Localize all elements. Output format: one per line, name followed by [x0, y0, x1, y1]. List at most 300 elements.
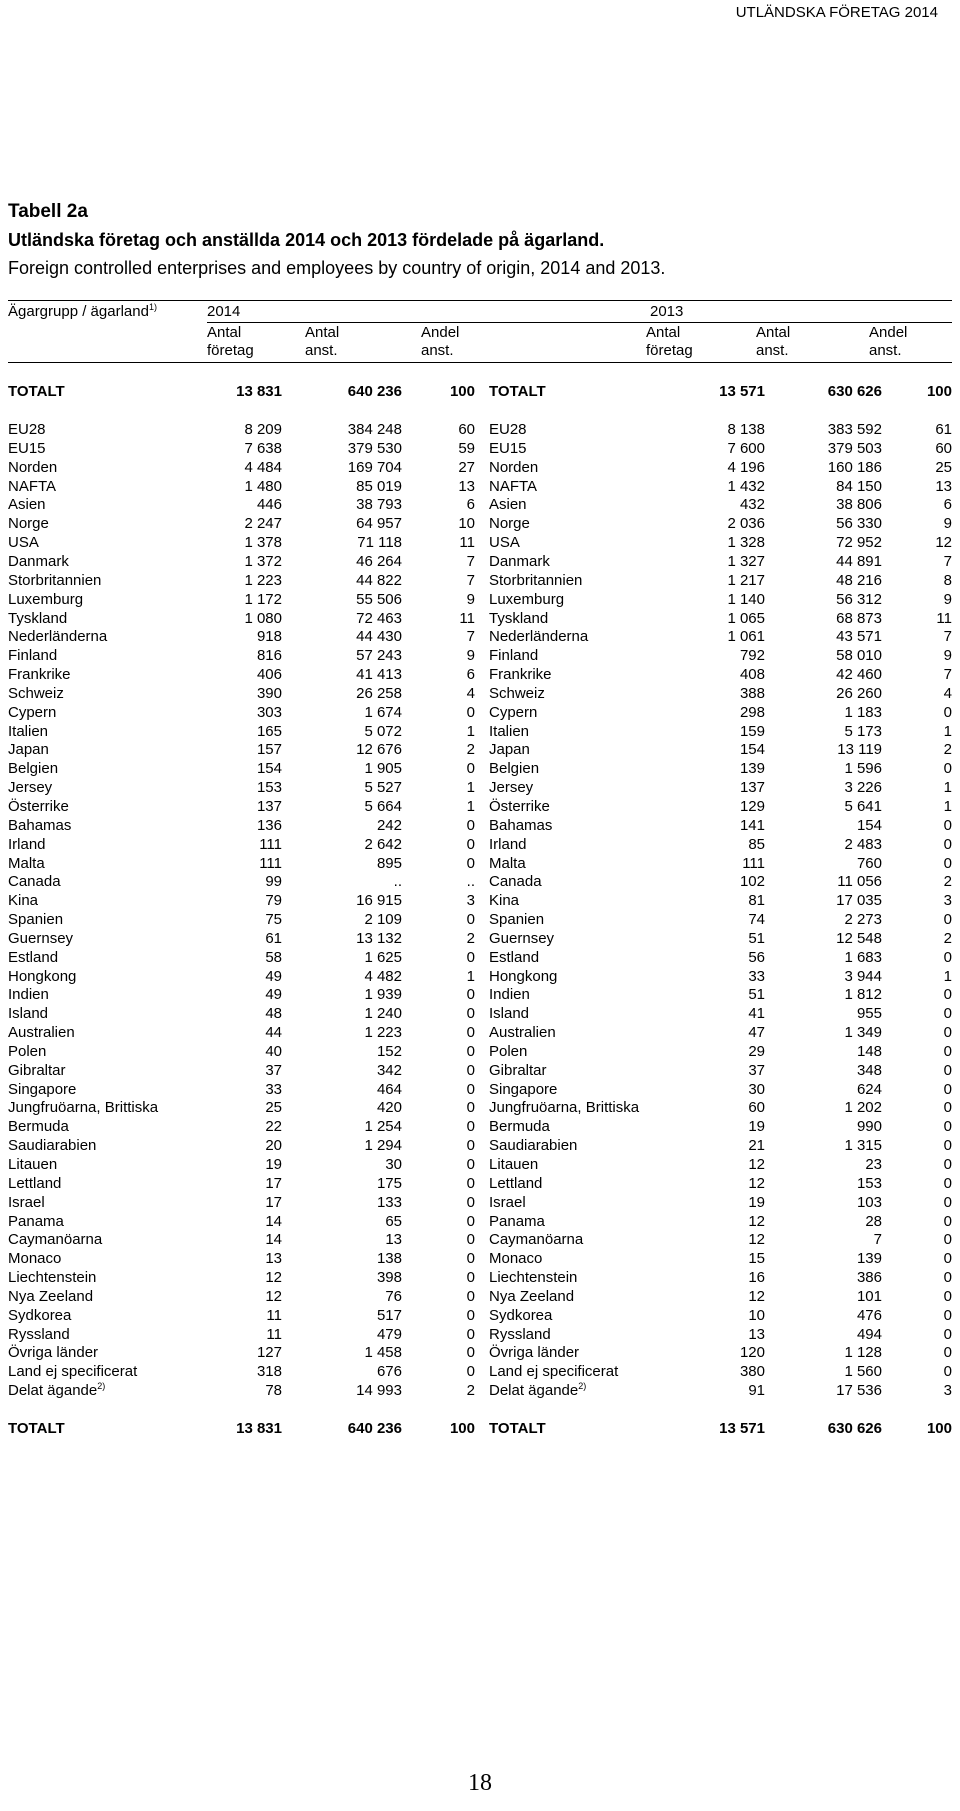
table-row: [8, 666, 952, 685]
andel-anst-2014: 60: [458, 421, 475, 439]
country-2014: Bahamas: [8, 816, 72, 834]
andel-anst-2013: 9: [943, 590, 952, 608]
country-2014: Asien: [8, 496, 46, 514]
antal-foretag-2013: 41: [748, 1005, 765, 1023]
antal-anst-2014: 242: [376, 816, 402, 834]
andel-anst-2014: 9: [466, 647, 475, 665]
antal-foretag-2014: 61: [265, 929, 282, 947]
antal-foretag-2014: 40: [265, 1042, 282, 1060]
andel-anst-2014: 0: [466, 1193, 475, 1211]
andel-anst-2013: 1: [943, 967, 952, 985]
antal-foretag-2013: 21: [748, 1137, 765, 1155]
antal-foretag-2013: 47: [748, 1024, 765, 1042]
antal-foretag-2013: 2 036: [727, 515, 765, 533]
country-2014: Norge: [8, 515, 49, 533]
antal-foretag-2013: 29: [748, 1042, 765, 1060]
antal-foretag-2014: 48: [265, 1005, 282, 1023]
antal-foretag-2014: 14: [265, 1212, 282, 1230]
country-2014: NAFTA: [8, 477, 57, 495]
table-row: [8, 1080, 952, 1099]
andel-anst-2013: 0: [943, 760, 952, 778]
country-2013: Frankrike: [489, 666, 552, 684]
antal-foretag-2013: 33: [748, 967, 765, 985]
table-row: [8, 571, 952, 590]
antal-foretag-2014: 7 638: [244, 439, 282, 457]
country-2013: Lettland: [489, 1174, 543, 1192]
table-row: [8, 1288, 952, 1307]
andel-anst-2014: 11: [459, 609, 475, 627]
antal-anst-2014: 420: [376, 1099, 402, 1117]
country-2013: Australien: [489, 1024, 556, 1042]
country-2013: NAFTA: [489, 477, 538, 495]
country-2013: Saudiarabien: [489, 1137, 578, 1155]
antal-anst-2013: 3 944: [844, 967, 882, 985]
antal-foretag-2014: 816: [256, 647, 282, 665]
antal-anst-2013: 84 150: [836, 477, 882, 495]
table-row: [8, 515, 952, 534]
antal-foretag-2013: 298: [739, 703, 765, 721]
antal-foretag-2014: 157: [256, 741, 282, 759]
country-2013: Storbritannien: [489, 571, 583, 589]
antal-foretag-2014: 12: [265, 1287, 282, 1305]
andel-anst-2014: 0: [466, 1363, 475, 1381]
antal-anst-2013: 5 641: [844, 797, 882, 815]
antal-anst-2014: 2 109: [364, 911, 402, 929]
antal-anst-2013: 760: [856, 854, 882, 872]
andel-anst-2014: 11: [459, 534, 475, 552]
table-row: [8, 1137, 952, 1156]
antal-anst-2013: 379 503: [827, 439, 882, 457]
antal-foretag-2013: 12: [748, 1212, 765, 1230]
antal-foretag-2014: 165: [256, 722, 282, 740]
table-row: [8, 911, 952, 930]
antal-foretag-2013: 4 196: [727, 458, 765, 476]
antal-foretag-2014: 127: [256, 1344, 282, 1362]
country-2013: Bermuda: [489, 1118, 550, 1136]
andel-anst-2014: 7: [466, 553, 475, 571]
antal-foretag-2014: 318: [256, 1363, 282, 1381]
country-2014: Irland: [8, 835, 46, 853]
table-row: [8, 835, 952, 854]
antal-foretag-2013: 37: [748, 1061, 765, 1079]
country-2014: Nederländerna: [8, 628, 108, 646]
andel-anst-2013: 0: [943, 816, 952, 834]
table-row: [8, 590, 952, 609]
antal-anst-2013: 28: [865, 1212, 882, 1230]
country-2014: Österrike: [8, 797, 69, 815]
andel-anst-2014: 0: [466, 948, 475, 966]
total-row-top: TOTALT 13 831 640 236 100 TOTALT 13 571 630 626 100: [8, 383, 952, 401]
antal-foretag-2013: 16: [748, 1269, 765, 1287]
antal-anst-2014: 1 674: [364, 703, 402, 721]
table-title-swedish: Utländska företag och anställda 2014 och 2013 fördelade på ägarland.: [8, 230, 605, 250]
antal-anst-2013: 17 536: [836, 1382, 882, 1400]
antal-anst-2013: 955: [856, 1005, 882, 1023]
country-2014: Panama: [8, 1212, 64, 1230]
andel-anst-2014: 0: [466, 1099, 475, 1117]
table-row: [8, 421, 952, 440]
total-row-bottom: TOTALT 13 831 640 236 100 TOTALT 13 571 630 626 100: [8, 1419, 952, 1437]
antal-foretag-2013: 51: [748, 986, 765, 1004]
table-row: [8, 553, 952, 572]
country-2014: Israel: [8, 1193, 45, 1211]
antal-foretag-2014: 11: [266, 1306, 282, 1324]
andel-anst-2013: 0: [943, 1099, 952, 1117]
country-2014: Övriga länder: [8, 1344, 99, 1362]
andel-anst-2013: 2: [943, 873, 952, 891]
country-2014: Guernsey: [8, 929, 74, 947]
table-row: [8, 1156, 952, 1175]
antal-anst-2013: 139: [856, 1250, 882, 1268]
antal-anst-2013: 386: [856, 1269, 882, 1287]
antal-foretag-2013: 12: [748, 1174, 765, 1192]
andel-anst-2013: 0: [943, 1250, 952, 1268]
antal-anst-2013: 58 010: [836, 647, 882, 665]
country-2013: Österrike: [489, 797, 550, 815]
country-2014: Caymanöarna: [8, 1231, 103, 1249]
antal-foretag-2013: 13: [748, 1325, 765, 1343]
andel-anst-2013: 13: [935, 477, 952, 495]
antal-anst-2013: 1 183: [844, 703, 882, 721]
country-2013: Cypern: [489, 703, 538, 721]
antal-anst-2013: 23: [865, 1156, 882, 1174]
country-2014: Danmark: [8, 553, 69, 571]
antal-foretag-2014: 1 480: [244, 477, 282, 495]
antal-anst-2014: 41 413: [356, 666, 402, 684]
antal-foretag-2014: 22: [265, 1118, 282, 1136]
antal-foretag-2013: 1 065: [727, 609, 765, 627]
antal-anst-2013: 42 460: [836, 666, 882, 684]
country-2014: Jungfruöarna, Brittiska: [8, 1099, 159, 1117]
antal-foretag-2014: 390: [256, 684, 282, 702]
antal-foretag-2014: 79: [265, 892, 282, 910]
andel-anst-2014: 7: [466, 571, 475, 589]
antal-anst-2014: 55 506: [356, 590, 402, 608]
antal-foretag-2013: 120: [739, 1344, 765, 1362]
country-2014: Polen: [8, 1042, 47, 1060]
antal-anst-2014: 517: [376, 1306, 402, 1324]
andel-anst-2013: 60: [935, 439, 952, 457]
andel-anst-2014: 13: [458, 477, 475, 495]
country-2013: Finland: [489, 647, 539, 665]
table-row: [8, 1005, 952, 1024]
antal-anst-2013: 72 952: [836, 534, 882, 552]
antal-anst-2013: 148: [856, 1042, 882, 1060]
table-row: [8, 892, 952, 911]
andel-anst-2013: 0: [943, 1325, 952, 1343]
antal-foretag-2014: 111: [259, 835, 282, 853]
andel-anst-2014: ..: [466, 873, 475, 891]
country-2014: Kina: [8, 892, 39, 910]
antal-anst-2013: 12 548: [836, 929, 882, 947]
antal-anst-2013: 1 812: [844, 986, 882, 1004]
antal-anst-2014: 1 625: [364, 948, 402, 966]
antal-anst-2013: 5 173: [844, 722, 882, 740]
country-2014: Land ej specificerat: [8, 1363, 138, 1381]
andel-anst-2013: 9: [943, 515, 952, 533]
andel-anst-2014: 0: [466, 1250, 475, 1268]
country-2014: Tyskland: [8, 609, 68, 627]
antal-foretag-2014: 58: [265, 948, 282, 966]
country-2013: Singapore: [489, 1080, 558, 1098]
footnote-marker: 2): [97, 1381, 106, 1392]
antal-foretag-2013: 12: [748, 1231, 765, 1249]
country-2013: Schweiz: [489, 684, 545, 702]
antal-foretag-2013: 8 138: [727, 421, 765, 439]
country-2013: Irland: [489, 835, 527, 853]
country-2014: Indien: [8, 986, 49, 1004]
antal-foretag-2013: 432: [739, 496, 765, 514]
antal-anst-2014: 4 482: [364, 967, 402, 985]
antal-anst-2014: 71 118: [357, 534, 402, 552]
antal-anst-2014: 1 939: [364, 986, 402, 1004]
andel-anst-2014: 6: [466, 666, 475, 684]
antal-foretag-2014: 49: [265, 986, 282, 1004]
antal-foretag-2014: 446: [256, 496, 282, 514]
antal-anst-2014: 44 822: [356, 571, 402, 589]
year-header-rule: [207, 322, 952, 323]
country-2014: Litauen: [8, 1156, 58, 1174]
antal-foretag-2013: 141: [739, 816, 765, 834]
country-2014: Sydkorea: [8, 1306, 72, 1324]
antal-foretag-2013: 12: [748, 1287, 765, 1305]
antal-anst-2014: 175: [376, 1174, 402, 1192]
antal-foretag-2014: 154: [256, 760, 282, 778]
table-label: Tabell 2a: [8, 201, 88, 222]
antal-anst-2013: 17 035: [836, 892, 882, 910]
antal-foretag-2013: 792: [739, 647, 765, 665]
antal-anst-2014: 12 676: [356, 741, 402, 759]
country-2013: Kina: [489, 892, 520, 910]
country-2013: EU15: [489, 439, 527, 457]
andel-anst-2013: 7: [943, 666, 952, 684]
table-row: [8, 967, 952, 986]
andel-anst-2013: 0: [943, 1024, 952, 1042]
andel-anst-2014: 0: [466, 835, 475, 853]
col-header-andel-anst-2014: Andel anst.: [421, 324, 460, 359]
antal-anst-2014: 1 254: [364, 1118, 402, 1136]
country-2013: Tyskland: [489, 609, 549, 627]
antal-anst-2014: 895: [376, 854, 402, 872]
antal-foretag-2014: 153: [256, 779, 282, 797]
country-2014: Ryssland: [8, 1325, 70, 1343]
antal-anst-2014: 76: [385, 1287, 402, 1305]
table-row: [8, 1193, 952, 1212]
antal-anst-2014: 138: [376, 1250, 402, 1268]
country-2013: Hongkong: [489, 967, 558, 985]
antal-foretag-2014: 49: [265, 967, 282, 985]
antal-foretag-2014: 13: [265, 1250, 282, 1268]
antal-foretag-2014: 20: [265, 1137, 282, 1155]
antal-foretag-2013: 12: [748, 1156, 765, 1174]
andel-anst-2014: 0: [466, 854, 475, 872]
country-2014: Jersey: [8, 779, 53, 797]
antal-foretag-2014: 75: [265, 911, 282, 929]
andel-anst-2013: 1: [943, 797, 952, 815]
country-2013: Panama: [489, 1212, 545, 1230]
antal-foretag-2013: 74: [748, 911, 765, 929]
antal-anst-2013: 43 571: [836, 628, 882, 646]
antal-anst-2013: 1 128: [844, 1344, 882, 1362]
group-footnote: 1): [148, 302, 157, 312]
andel-anst-2013: 3: [943, 892, 952, 910]
antal-anst-2013: 1 596: [844, 760, 882, 778]
andel-anst-2014: 0: [466, 1231, 475, 1249]
andel-anst-2013: 7: [943, 553, 952, 571]
antal-foretag-2013: 111: [742, 854, 765, 872]
table-row: [8, 854, 952, 873]
andel-anst-2014: 4: [466, 684, 475, 702]
andel-anst-2013: 9: [943, 647, 952, 665]
antal-anst-2014: 5 527: [364, 779, 402, 797]
header-top-rule: [8, 300, 952, 301]
col-header-antal-foretag-2014: Antal företag: [207, 324, 254, 359]
antal-anst-2014: 5 664: [364, 797, 402, 815]
table-row: [8, 1174, 952, 1193]
antal-anst-2014: 676: [376, 1363, 402, 1381]
country-2014: Gibraltar: [8, 1061, 66, 1079]
antal-foretag-2013: 1 061: [727, 628, 765, 646]
country-2014: EU15: [8, 439, 46, 457]
antal-foretag-2013: 408: [739, 666, 765, 684]
antal-anst-2014: 65: [385, 1212, 402, 1230]
spacer-row: [8, 1401, 952, 1420]
country-2013: Land ej specificerat: [489, 1363, 619, 1381]
andel-anst-2014: 2: [466, 741, 475, 759]
table-row: [8, 948, 952, 967]
country-2013: Litauen: [489, 1156, 539, 1174]
country-2014: Estland: [8, 948, 59, 966]
antal-foretag-2014: 2 247: [244, 515, 282, 533]
antal-anst-2014: 64 957: [356, 515, 402, 533]
table-row: [8, 477, 952, 496]
table-row: [8, 1250, 952, 1269]
country-2013: Spanien: [489, 911, 545, 929]
country-2013: Norden: [489, 458, 539, 476]
country-2014: Monaco: [8, 1250, 62, 1268]
antal-foretag-2014: 111: [259, 854, 282, 872]
table-row: [8, 1363, 952, 1382]
table-row: [8, 685, 952, 704]
table-row: [8, 609, 952, 628]
table-row: [8, 1212, 952, 1231]
andel-anst-2014: 0: [466, 1061, 475, 1079]
andel-anst-2013: 0: [943, 1212, 952, 1230]
andel-anst-2014: 1: [466, 722, 475, 740]
andel-anst-2014: 0: [466, 1212, 475, 1230]
country-2014: Schweiz: [8, 684, 64, 702]
antal-anst-2014: 72 463: [356, 609, 402, 627]
andel-anst-2013: 0: [943, 1137, 952, 1155]
country-2014: Bermuda: [8, 1118, 69, 1136]
antal-anst-2013: 476: [856, 1306, 882, 1324]
andel-anst-2013: 25: [935, 458, 952, 476]
andel-anst-2014: 0: [466, 1306, 475, 1324]
antal-foretag-2014: 1 223: [244, 571, 282, 589]
andel-anst-2013: 0: [943, 703, 952, 721]
antal-anst-2013: 56 312: [836, 590, 882, 608]
table-row: [8, 458, 952, 477]
antal-foretag-2013: 1 140: [727, 590, 765, 608]
andel-anst-2014: 0: [466, 816, 475, 834]
andel-anst-2014: 1: [466, 797, 475, 815]
andel-anst-2013: 1: [943, 722, 952, 740]
antal-foretag-2013: 388: [739, 684, 765, 702]
table-row: [8, 1118, 952, 1137]
andel-anst-2013: 0: [943, 1269, 952, 1287]
country-2014: Luxemburg: [8, 590, 84, 608]
andel-anst-2014: 9: [466, 590, 475, 608]
country-2014: USA: [8, 534, 39, 552]
antal-anst-2013: 1 349: [844, 1024, 882, 1042]
andel-anst-2014: 0: [466, 1042, 475, 1060]
antal-foretag-2014: 44: [265, 1024, 282, 1042]
antal-foretag-2013: 159: [739, 722, 765, 740]
antal-foretag-2014: 1 172: [244, 590, 282, 608]
country-2013: Polen: [489, 1042, 528, 1060]
andel-anst-2013: 0: [943, 1344, 952, 1362]
andel-anst-2013: 0: [943, 1193, 952, 1211]
andel-anst-2014: 1: [466, 967, 475, 985]
table-row: [8, 741, 952, 760]
antal-foretag-2013: 139: [739, 760, 765, 778]
andel-anst-2014: 3: [466, 892, 475, 910]
country-2014: Spanien: [8, 911, 64, 929]
antal-anst-2013: 1 315: [844, 1137, 882, 1155]
table-row: [8, 1099, 952, 1118]
antal-anst-2013: 153: [856, 1174, 882, 1192]
col-header-andel-anst-2013: Andel anst.: [869, 324, 908, 359]
table-row: [8, 534, 952, 553]
country-2014: Frankrike: [8, 666, 71, 684]
andel-anst-2014: 0: [466, 1325, 475, 1343]
table-row: [8, 798, 952, 817]
andel-anst-2014: 1: [466, 779, 475, 797]
andel-anst-2013: 0: [943, 1156, 952, 1174]
country-2013: Malta: [489, 854, 526, 872]
antal-foretag-2013: 137: [739, 779, 765, 797]
antal-anst-2014: 57 243: [356, 647, 402, 665]
antal-anst-2014: 1 905: [364, 760, 402, 778]
andel-anst-2013: 2: [943, 741, 952, 759]
andel-anst-2014: 0: [466, 1005, 475, 1023]
andel-anst-2013: 0: [943, 1231, 952, 1249]
antal-foretag-2013: 1 432: [727, 477, 765, 495]
andel-anst-2013: 0: [943, 1080, 952, 1098]
andel-anst-2013: 12: [935, 534, 952, 552]
antal-anst-2014: 342: [376, 1061, 402, 1079]
country-2013: Bahamas: [489, 816, 553, 834]
table-row: [8, 760, 952, 779]
country-2013: Luxemburg: [489, 590, 565, 608]
country-2014: Australien: [8, 1024, 75, 1042]
antal-anst-2014: 2 642: [364, 835, 402, 853]
country-2013: Monaco: [489, 1250, 543, 1268]
country-2014: Malta: [8, 854, 45, 872]
antal-anst-2013: 103: [856, 1193, 882, 1211]
country-2013: Övriga länder: [489, 1344, 580, 1362]
country-2013: Sydkorea: [489, 1306, 553, 1324]
antal-anst-2014: 26 258: [356, 684, 402, 702]
table-row: [8, 1231, 952, 1250]
antal-foretag-2013: 60: [748, 1099, 765, 1117]
col-header-antal-foretag-2013: Antal företag: [646, 324, 693, 359]
country-2013: EU28: [489, 421, 527, 439]
antal-anst-2013: 7: [873, 1231, 882, 1249]
andel-anst-2014: 59: [458, 439, 475, 457]
country-2014: Lettland: [8, 1174, 62, 1192]
antal-foretag-2014: 303: [256, 703, 282, 721]
